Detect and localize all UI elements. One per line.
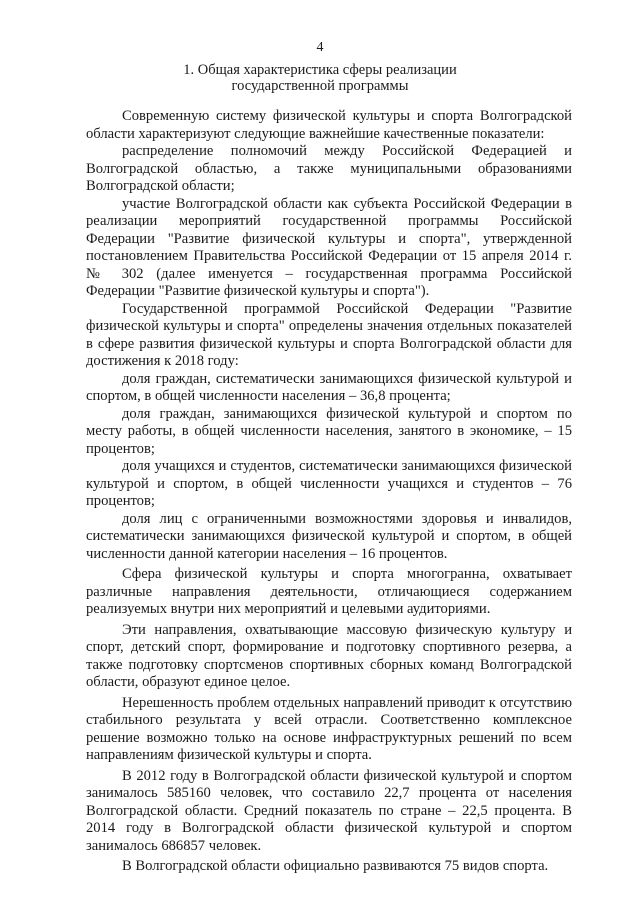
paragraph-target-workplace: доля граждан, занимающихся физической культурой и спортом по месту работы, в общей численности населения, занятого в экономике, – 15 процентов; <box>86 405 572 457</box>
paragraph-target-citizens: доля граждан, систематически занимающихся физической культурой и спортом, в общей численности населения – 36,8 процента; <box>86 370 572 404</box>
paragraph-intro: Современную систему физической культуры и спорта Волгоградской области характеризуют следующие важнейшие качественные показатели: <box>86 108 572 142</box>
page-number: 4 <box>316 40 324 55</box>
section-heading-line-1: 1. Общая характеристика сферы реализации <box>183 62 457 78</box>
section-heading-line-2: государственной программы <box>231 78 409 94</box>
paragraph-sphere: Сфера физической культуры и спорта многогранна, охватывает различные направления деятельности, отличающиеся содержанием реализуемых внутри них мероприятий и целевыми аудиториями. <box>86 566 572 617</box>
paragraph-program-targets: Государственной программой Российской Федерации "Развитие физической культуры и спорта" определены значения отдельных показателей в сфере развития физической культуры и спорта Волгоградской области для достижения к 2018 году: <box>86 300 572 369</box>
document-body <box>86 108 572 876</box>
paragraph-target-disabled: доля лиц с ограниченными возможностями здоровья и инвалидов, систематически занимающихся физической культурой и спортом, в общей численности данной категории населения – 16 процентов. <box>86 510 572 562</box>
paragraph-sports-count: В Волгоградской области официально развиваются 75 видов спорта. <box>122 858 549 874</box>
paragraph-participation: участие Волгоградской области как субъекта Российской Федерации в реализации мероприятий государственной программы Российской Федерации "Развитие физической культуры и спорта", утвержденной постановлением Правительства Российской Федерации от 15 апреля 2014 г. № 302 (далее именуется – государственная программа Российской Федерации "Развитие физической культуры и спорта"). <box>86 195 572 299</box>
paragraph-statistics: В 2012 году в Волгоградской области физической культурой и спортом занималось 585160 человек, что составило 22,7 процента от населения Волгоградской области. Средний показатель по стране – 22,5 процента. В 2014 году в Волгоградской области физической культурой и спортом занималось 686857 человек. <box>86 767 572 854</box>
section-heading <box>120 62 520 94</box>
paragraph-target-students: доля учащихся и студентов, систематически занимающихся физической культурой и спортом, в общей численности учащихся и студентов – 76 процентов; <box>86 458 572 509</box>
paragraph-problems: Нерешенность проблем отдельных направлений приводит к отсутствию стабильного результата у всей отрасли. Соответственно комплексное решение возможно только на основе инфраструктурных решений по всем направлениям физической культуры и спорта. <box>86 694 572 763</box>
paragraph-directions: Эти направления, охватывающие массовую физическую культуру и спорт, детский спорт, формирование и подготовку спортивного резерва, а также подготовку спортсменов спортивных сборных команд Волгоградской области, образуют единое целое. <box>86 621 572 690</box>
paragraph-powers: распределение полномочий между Российской Федерацией и Волгоградской областью, а также муниципальными образованиями Волгоградской области; <box>86 143 572 194</box>
